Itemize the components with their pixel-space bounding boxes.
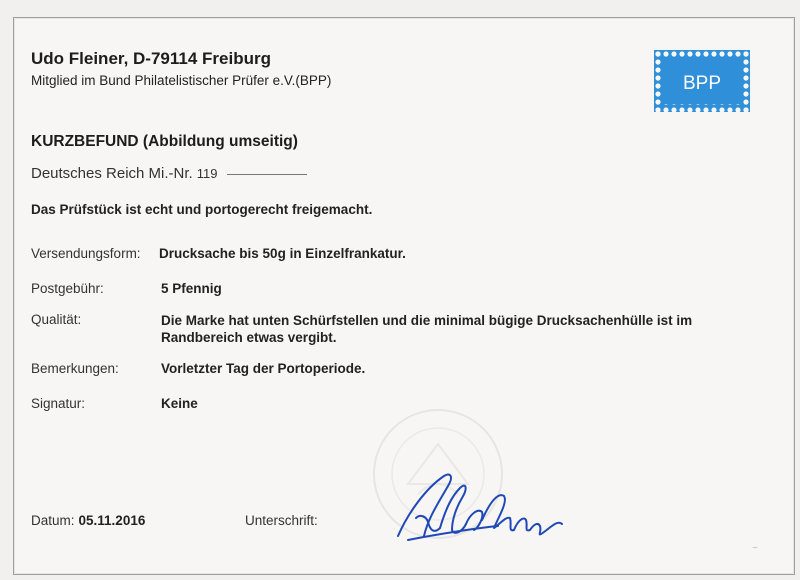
signature-row [245, 512, 318, 530]
pencil-mark: ~ [752, 543, 758, 554]
date-label: Datum: [31, 513, 75, 528]
field-label-bemerkungen: Bemerkungen: [31, 361, 119, 376]
field-value-signatur: Keine [161, 396, 198, 411]
field-label-versendungsform: Versendungsform: [31, 246, 141, 261]
date-row [31, 512, 145, 530]
field-value-postgebuehr: 5 Pfennig [161, 281, 222, 296]
stamp-catalog-number: 119 [196, 166, 218, 181]
document-title: KURZBEFUND (Abbildung umseitig) [31, 133, 298, 150]
handwritten-signature [348, 458, 588, 548]
signature-label: Unterschrift: [245, 513, 318, 528]
underline-rule [227, 174, 307, 175]
field-label-qualitaet: Qualität: [31, 312, 82, 327]
field-value-bemerkungen: Vorletzter Tag der Portoperiode. [161, 361, 366, 376]
field-value-versendungsform: Drucksache bis 50g in Einzelfrankatur. [159, 246, 406, 261]
field-label-postgebuehr: Postgebühr: [31, 281, 104, 296]
date-value: 05.11.2016 [78, 513, 146, 528]
membership-line: Mitglied im Bund Philatelistischer Prüfer e.V.(BPP) [31, 73, 332, 88]
bpp-logo [654, 50, 750, 112]
field-label-signatur: Signatur: [31, 396, 86, 411]
stamp-catalog-label: Deutsches Reich Mi.-Nr. [31, 165, 193, 182]
bpp-logo-text: BPP [682, 73, 722, 94]
stamp-identification [31, 165, 307, 182]
examiner-name: Udo Fleiner, D-79114 Freiburg [31, 49, 271, 68]
authenticity-statement: Das Prüfstück ist echt und portogerecht freigemacht. [31, 202, 373, 217]
field-value-qualitaet: Die Marke hat unten Schürfstellen und die minimal bügige Drucksachenhülle ist im Randbereich etwas vergibt. [161, 313, 693, 345]
